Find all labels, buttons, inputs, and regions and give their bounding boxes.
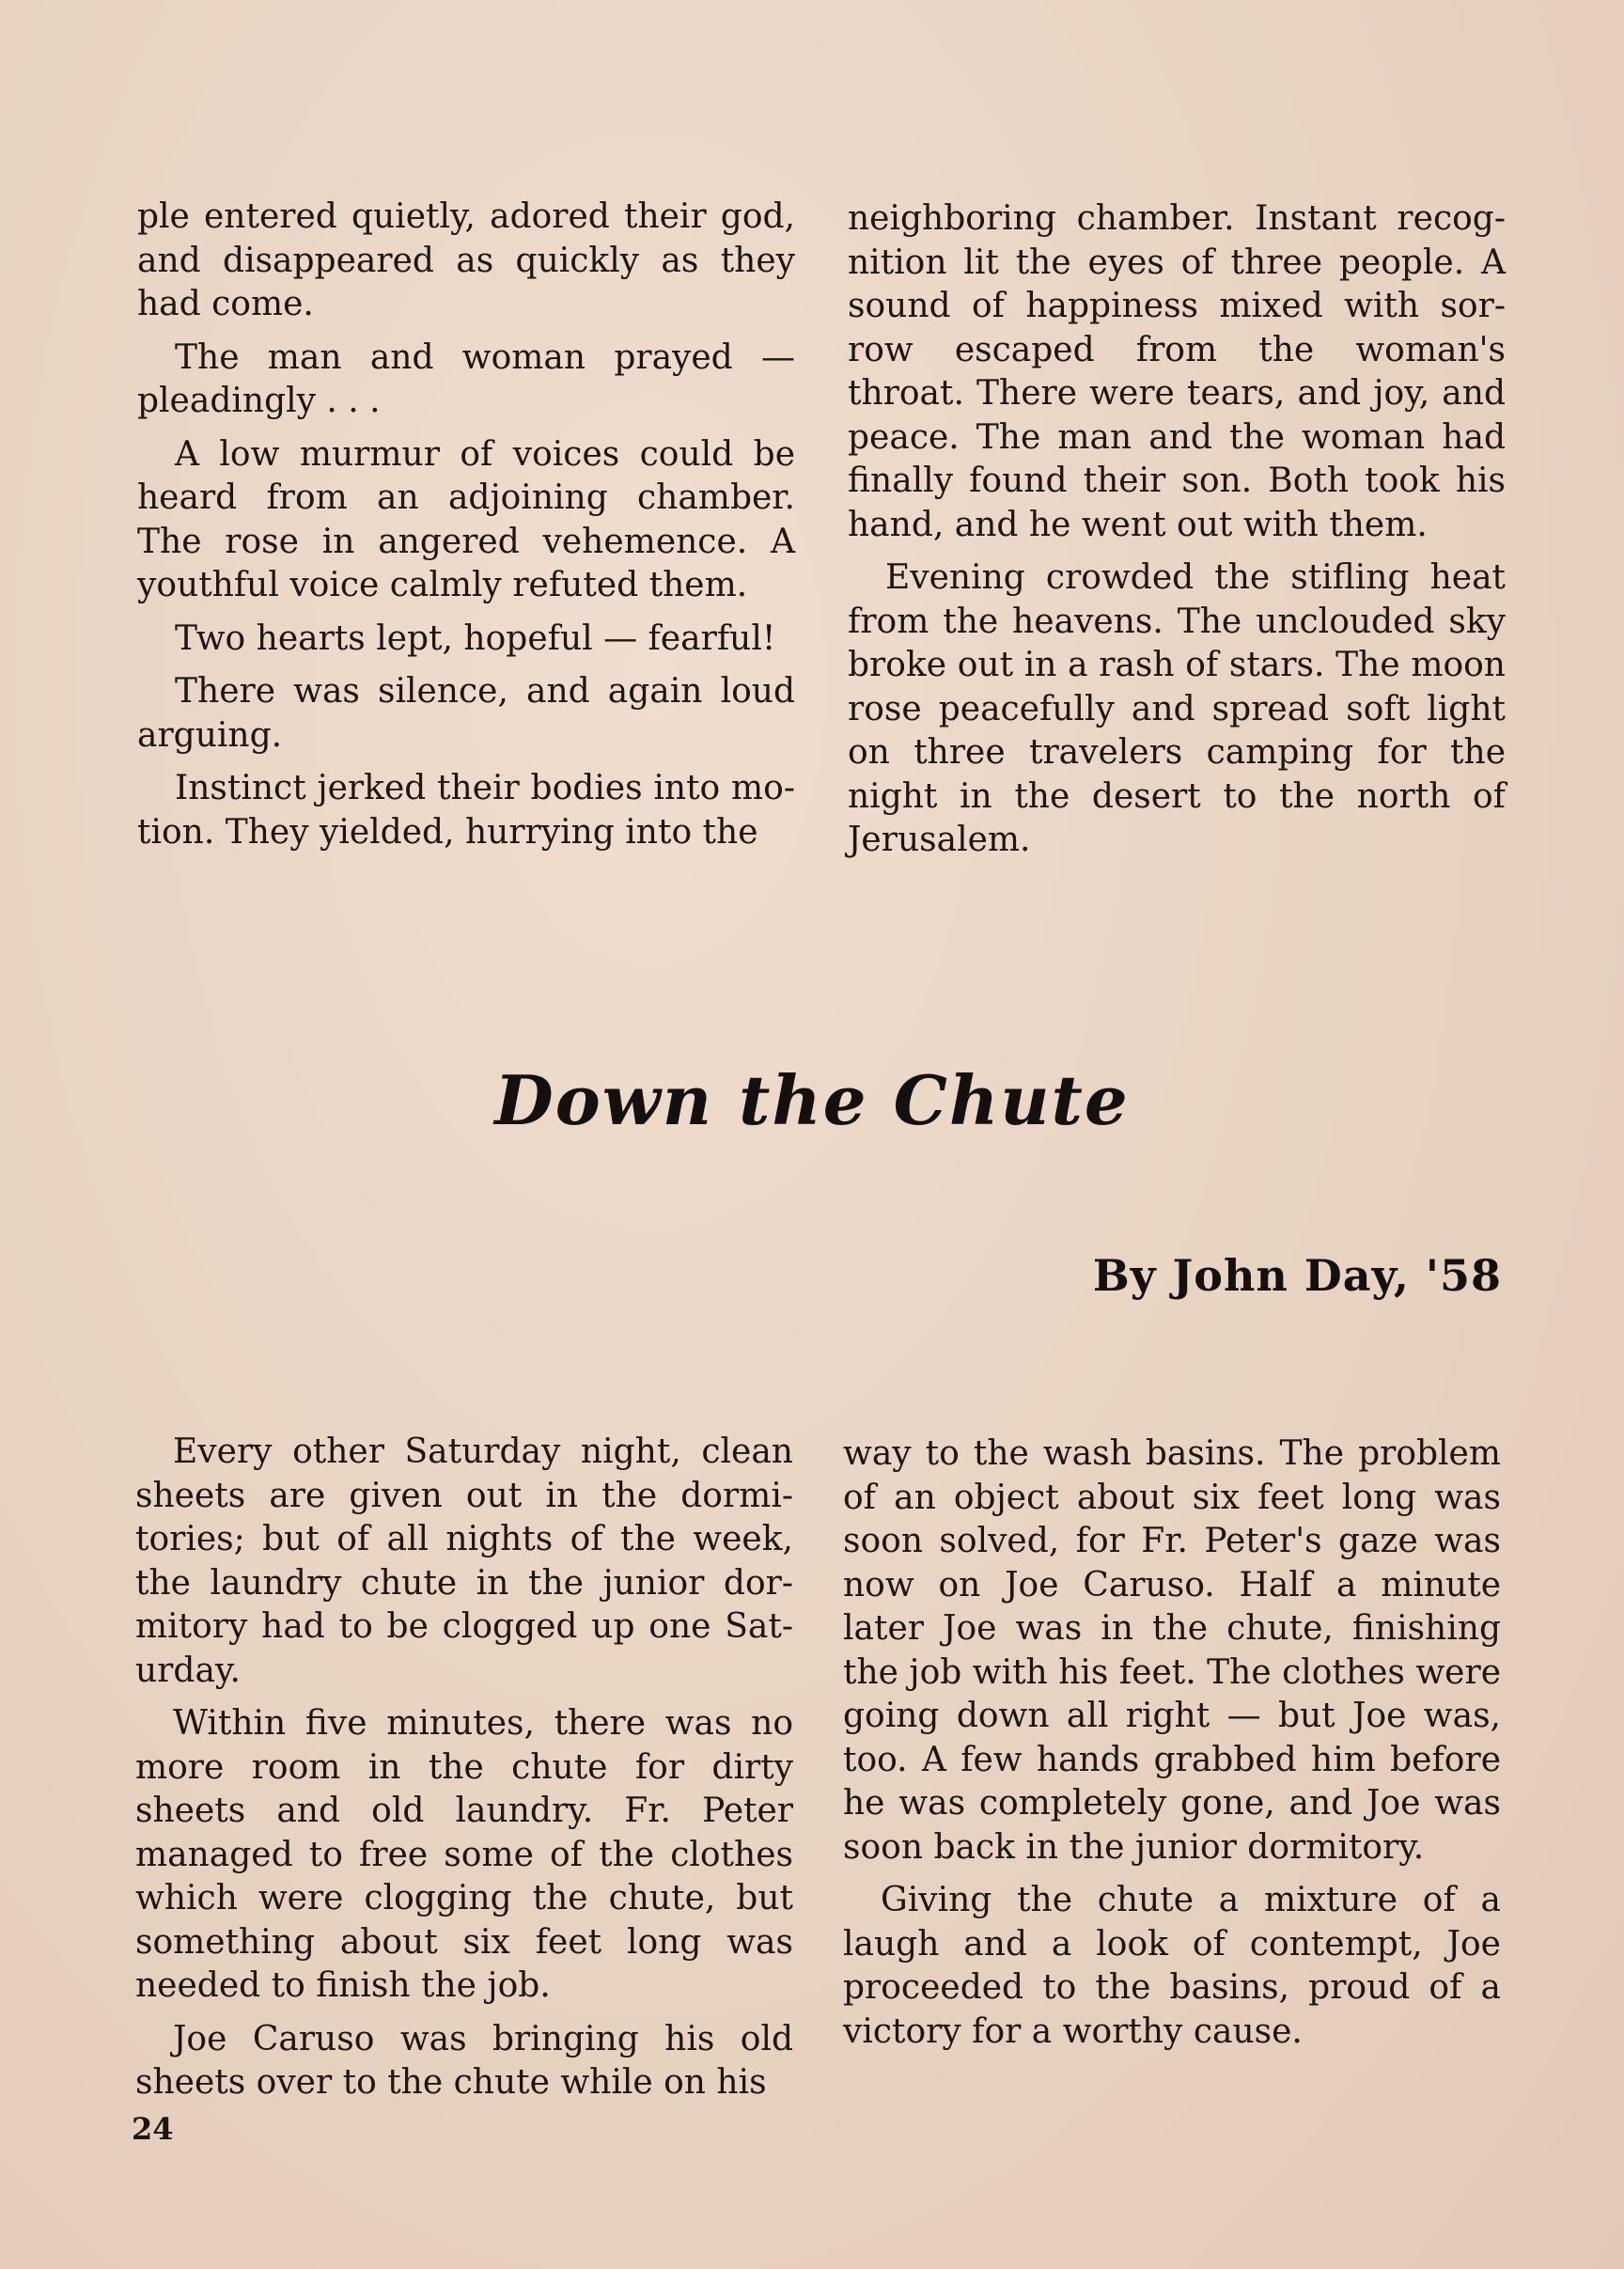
paragraph: A low murmur of voices could be heard from an adjoining chamber. The rose in angered vehemence. A youthful voice calmly refuted them.: [137, 434, 795, 604]
paragraph: Evening crowded the stifling heat from the heavens. The unclouded sky broke out in a rash of stars. The moon rose peacefully and spread soft light on three travelers camping for the night in the desert to the north of Jerusalem.: [848, 558, 1506, 859]
article-title: Down the Chute: [494, 1060, 1130, 1140]
paragraph: Within five minutes, there was no more room in the chute for dirty sheets and old laundry. Fr. Peter managed to free some of the clothes which were clogging the chute, but something about six feet long was needed to finish the job.: [135, 1704, 793, 2005]
previous-story-left-column: [137, 196, 795, 864]
previous-story-right-column: [848, 197, 1506, 872]
paragraph: Two hearts lept, hopeful — fearful!: [175, 618, 776, 658]
page-number: 24: [132, 2111, 174, 2147]
paragraph: Joe Caruso was bringing his old sheets over to the chute while on his: [135, 2019, 793, 2102]
paragraph: way to the wash basins. The problem of an object about six feet long was soon solved, for Fr. Peter's gaze was now on Joe Caruso. Half a minute later Joe was in the chute, finishing the job with his feet. The clothes were going down all right — but Joe was, too. A few hands grabbed him before he was completely gone, and Joe was soon back in the junior dormitory.: [843, 1434, 1501, 1867]
paragraph: Giving the chute a mixture of a laugh and a look of contempt, Joe proceeded to the basins, proud of a victory for a worthy cause.: [843, 1881, 1501, 2051]
paragraph: Every other Saturday night, clean sheets are given out in the dormitories; but of all nights of the week, the laundry chute in the junior dormitory had to be clogged up one Saturday.: [135, 1432, 793, 1690]
paragraph: The man and woman prayed — pleadingly . . .: [137, 337, 795, 420]
paragraph: Instinct jerked their bodies into motion. They yielded, hurrying into the: [137, 769, 795, 852]
paragraph: neighboring chamber. Instant recognition lit the eyes of three people. A sound of happiness mixed with sorrow escaped from the woman's throat. There were tears, and joy, and peace. The man and the woman had finally found their son. Both took his hand, and he went out with them.: [848, 199, 1506, 544]
article-byline: By John Day, '58: [1092, 1250, 1502, 1301]
article-left-column: [135, 1431, 793, 2115]
paragraph: There was silence, and again loud arguing.: [137, 672, 795, 755]
article-right-column: [843, 1432, 1501, 2063]
paragraph: ple entered quietly, adored their god, and disappeared as quickly as they had come.: [137, 197, 795, 323]
